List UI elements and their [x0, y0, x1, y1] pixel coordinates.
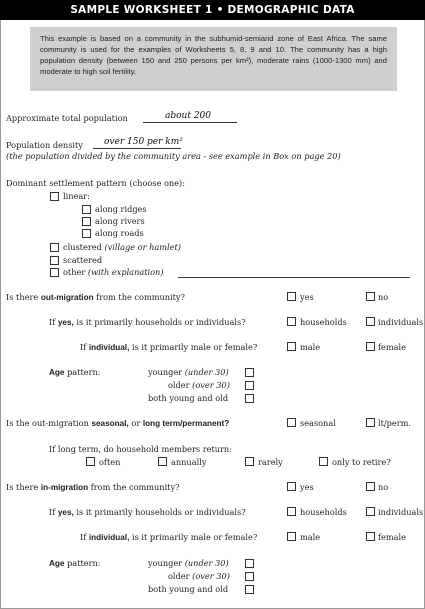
in-migration-yes-label: yes	[300, 482, 314, 492]
often-checkbox[interactable]	[86, 457, 95, 466]
in-hh-question: If yes, is it primarily households or individuals?	[49, 507, 246, 517]
population-underline	[143, 122, 237, 123]
along-rivers-checkbox[interactable]	[82, 217, 91, 226]
density-label: Population density	[6, 140, 83, 150]
clustered-checkbox[interactable]	[50, 243, 59, 252]
only-retire-checkbox[interactable]	[319, 457, 328, 466]
in-both-checkbox[interactable]	[245, 585, 254, 594]
out-individuals-checkbox[interactable]	[366, 317, 375, 326]
density-note: (the population divided by the community area - see example in Box on page 20)	[6, 151, 341, 161]
in-migration-no-checkbox[interactable]	[366, 482, 375, 491]
out-migration-no-checkbox[interactable]	[366, 292, 375, 301]
lt-perm-label: lt/perm.	[378, 418, 412, 428]
along-ridges-label: along ridges	[95, 204, 147, 214]
in-individuals-checkbox[interactable]	[366, 507, 375, 516]
lt-perm-checkbox[interactable]	[366, 418, 375, 427]
annually-label: annually	[171, 457, 207, 467]
population-value[interactable]: about 200	[165, 111, 211, 121]
out-female-checkbox[interactable]	[366, 342, 375, 351]
other-explanation-line[interactable]	[178, 277, 410, 278]
in-younger-label: younger (under 30)	[148, 558, 229, 568]
out-both-label: both young and old	[148, 393, 229, 403]
other-label: other (with explanation)	[63, 267, 164, 277]
along-roads-label: along roads	[95, 228, 144, 238]
in-migration-question: Is there in-migration from the community?	[6, 482, 180, 492]
out-migration-no-label: no	[378, 292, 389, 302]
worksheet-title: SAMPLE WORKSHEET 1 • DEMOGRAPHIC DATA	[0, 0, 425, 20]
return-question: If long term, do household members return:	[49, 444, 232, 454]
linear-label: linear:	[63, 191, 90, 201]
density-underline	[93, 148, 181, 149]
out-migration-yes-label: yes	[300, 292, 314, 302]
only-retire-label: only to retire?	[332, 457, 391, 467]
other-checkbox[interactable]	[50, 268, 59, 277]
in-male-label: male	[300, 532, 321, 542]
out-households-label: households	[300, 317, 347, 327]
in-migration-no-label: no	[378, 482, 389, 492]
in-female-checkbox[interactable]	[366, 532, 375, 541]
out-individual-question: If individual, is it primarily male or female?	[80, 342, 258, 352]
out-older-checkbox[interactable]	[245, 381, 254, 390]
scattered-checkbox[interactable]	[50, 256, 59, 265]
seasonal-checkbox[interactable]	[287, 418, 296, 427]
seasonal-label: seasonal	[300, 418, 336, 428]
out-male-checkbox[interactable]	[287, 342, 296, 351]
often-label: often	[99, 457, 121, 467]
along-rivers-label: along rivers	[95, 216, 145, 226]
along-ridges-checkbox[interactable]	[82, 205, 91, 214]
out-migration-question: Is there out-migration from the community?	[6, 292, 185, 302]
out-female-label: female	[378, 342, 406, 352]
population-label: Approximate total population	[6, 113, 128, 123]
in-older-label: older (over 30)	[168, 571, 230, 581]
linear-checkbox[interactable]	[50, 192, 59, 201]
in-age-label: Age pattern:	[49, 558, 101, 568]
out-younger-checkbox[interactable]	[245, 368, 254, 377]
in-households-checkbox[interactable]	[287, 507, 296, 516]
out-both-checkbox[interactable]	[245, 394, 254, 403]
scattered-label: scattered	[63, 255, 103, 265]
clustered-label: clustered (village or hamlet)	[63, 242, 181, 252]
in-male-checkbox[interactable]	[287, 532, 296, 541]
in-both-label: both young and old	[148, 584, 229, 594]
out-hh-question: If yes, is it primarily households or individuals?	[49, 317, 246, 327]
in-individual-question: If individual, is it primarily male or female?	[80, 532, 258, 542]
annually-checkbox[interactable]	[158, 457, 167, 466]
intro-box: This example is based on a community in the subhumid-semiarid zone of East Africa. The same community is used for the examples of Worksheets 5, 8, 9 and 10. The community has a high population density (between 150 and 250 persons per km²), moderate rains (1000-1300 mm) and moderate to high soil fertility.	[30, 27, 397, 91]
settlement-label: Dominant settlement pattern (choose one):	[6, 178, 185, 188]
out-age-label: Age pattern:	[49, 367, 101, 377]
in-younger-checkbox[interactable]	[245, 559, 254, 568]
out-younger-label: younger (under 30)	[148, 367, 229, 377]
density-value[interactable]: over 150 per km²	[104, 137, 183, 147]
page-border-left	[0, 20, 1, 609]
out-individuals-label: individuals	[378, 317, 424, 327]
out-male-label: male	[300, 342, 321, 352]
in-households-label: households	[300, 507, 347, 517]
out-older-label: older (over 30)	[168, 380, 230, 390]
out-migration-yes-checkbox[interactable]	[287, 292, 296, 301]
out-households-checkbox[interactable]	[287, 317, 296, 326]
rarely-checkbox[interactable]	[245, 457, 254, 466]
in-migration-yes-checkbox[interactable]	[287, 482, 296, 491]
along-roads-checkbox[interactable]	[82, 229, 91, 238]
in-older-checkbox[interactable]	[245, 572, 254, 581]
in-female-label: female	[378, 532, 406, 542]
in-individuals-label: individuals	[378, 507, 424, 517]
rarely-label: rarely	[258, 457, 283, 467]
seasonal-question: Is the out-migration seasonal, or long term/permanent?	[6, 418, 230, 428]
